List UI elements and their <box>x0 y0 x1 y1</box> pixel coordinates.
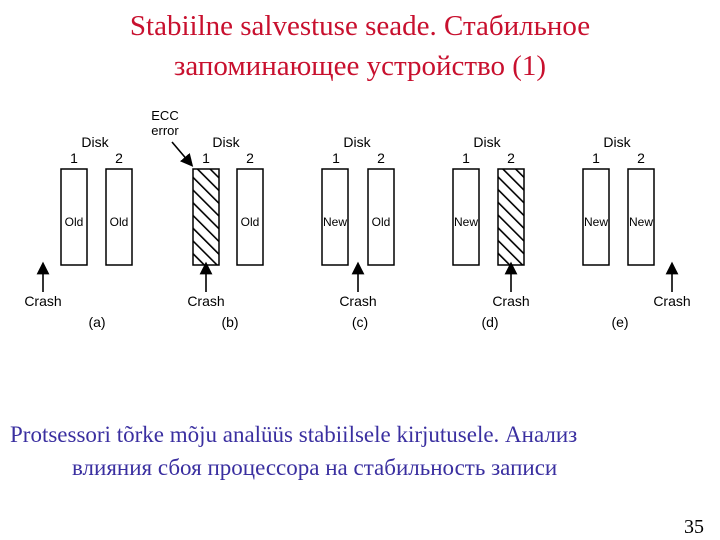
panel-d <box>453 134 530 330</box>
panel-label: (b) <box>221 314 239 330</box>
disk-number-2: 2 <box>115 150 123 166</box>
disk-number-2: 2 <box>377 150 385 166</box>
disk-1-corrupted <box>193 169 219 265</box>
disk-number-1: 1 <box>462 150 470 166</box>
disk-1-content: Old <box>64 215 84 229</box>
disk-label: Disk <box>473 134 501 150</box>
ecc-label: ECC <box>151 108 179 123</box>
caption-line-1: Protsessori tõrke mõju analüüs stabiilsele kirjutusele. Анализ <box>10 422 578 447</box>
disk-2-content: New <box>628 215 654 229</box>
disk-label: Disk <box>603 134 631 150</box>
slide-title <box>0 6 720 86</box>
slide-title-line-1: Stabiilne salvestuse seade. Стабильное <box>129 10 591 42</box>
page-number: 35 <box>684 516 704 538</box>
disk-number-1: 1 <box>70 150 78 166</box>
panel-label: (c) <box>351 314 369 330</box>
disk-2-content: Old <box>371 215 391 229</box>
disk-2-content: Old <box>109 215 129 229</box>
panel-label: (e) <box>611 314 629 330</box>
disk-number-2: 2 <box>637 150 645 166</box>
disk-label: Disk <box>212 134 240 150</box>
disk-number-2: 2 <box>507 150 515 166</box>
disk-2-corrupted <box>498 169 524 265</box>
disk-number-1: 1 <box>202 150 210 166</box>
crash-label: Crash <box>187 293 225 309</box>
disk-number-1: 1 <box>332 150 340 166</box>
panel-e <box>583 134 691 330</box>
crash-label: Crash <box>492 293 530 309</box>
slide-title-line-2: запоминающее устройство (1) <box>173 50 547 82</box>
panel-label: (a) <box>88 314 106 330</box>
panel-a <box>24 134 132 330</box>
disk-number-1: 1 <box>592 150 600 166</box>
panel-b <box>187 134 263 330</box>
stable-storage-diagram <box>0 100 720 340</box>
panel-label: (d) <box>481 314 499 330</box>
panel-c <box>322 134 394 330</box>
disk-1-content: New <box>583 215 609 229</box>
ecc-error-annotation <box>151 108 189 162</box>
crash-label: Crash <box>339 293 377 309</box>
disk-label: Disk <box>81 134 109 150</box>
caption-line-2: влияния сбоя процессора на стабильность записи <box>72 455 558 480</box>
error-label: error <box>151 123 179 138</box>
ecc-arrow <box>172 142 189 162</box>
disk-1-content: New <box>322 215 348 229</box>
disk-label: Disk <box>343 134 371 150</box>
slide-caption <box>10 418 716 484</box>
crash-label: Crash <box>653 293 691 309</box>
disk-number-2: 2 <box>246 150 254 166</box>
disk-1-content: New <box>453 215 479 229</box>
crash-label: Crash <box>24 293 62 309</box>
disk-2-content: Old <box>240 215 260 229</box>
